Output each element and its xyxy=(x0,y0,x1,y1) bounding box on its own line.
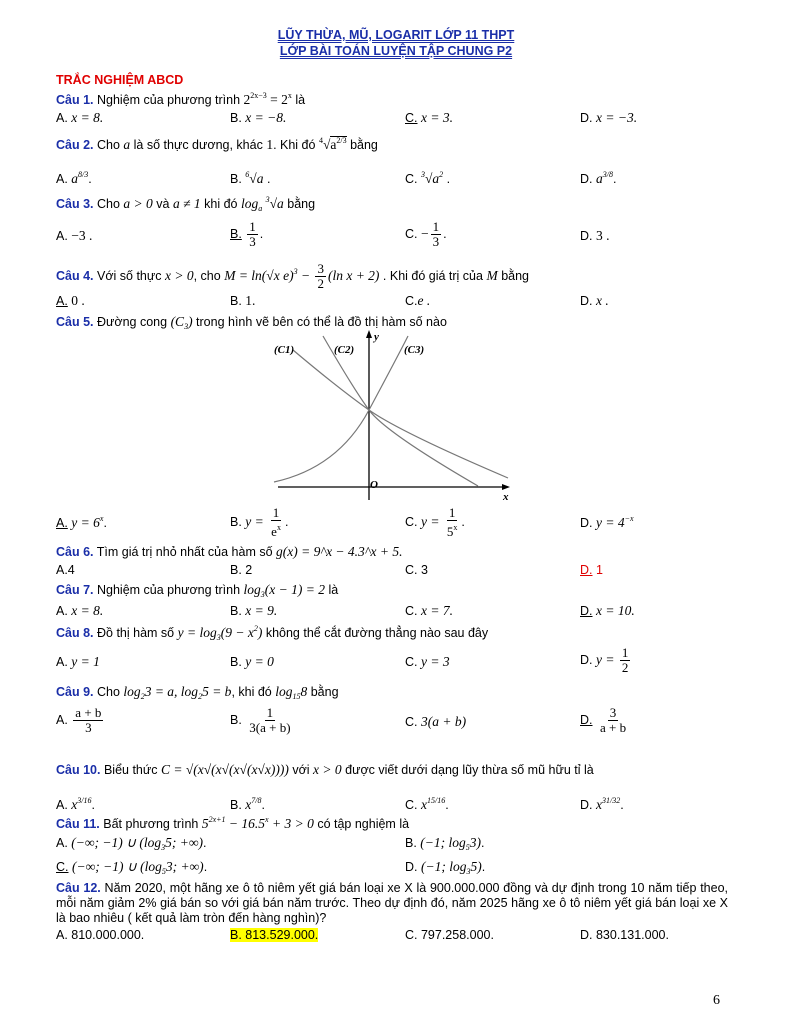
q11-option-a[interactable]: A. (−∞; −1) ∪ ($\log_35$; +∞). xyxy=(56,835,207,852)
label-c3: (C3) xyxy=(404,344,425,356)
q12-option-c[interactable]: C. 797.258.000. xyxy=(405,928,494,942)
question-2: Câu 2. Cho a là số thực dương, khác 1. Khi đó $^4√a^{2/3}$ bằng xyxy=(56,136,378,152)
exponential-graph xyxy=(268,328,516,503)
curve-c2 xyxy=(323,336,478,486)
question-1: Câu 1. Nghiệm của phương trình $2^{2x-3} = 2^x$ là xyxy=(56,91,306,107)
q9-option-c[interactable]: C. 3(a + b) xyxy=(405,714,467,729)
question-11: Câu 11. Bất phương trình $5^{2x+1} - 16.5^x + 3 > 0$ có tập nghiệm là xyxy=(56,815,410,831)
q5-option-c[interactable]: C. y = $\frac{1}{5^x}$ . xyxy=(405,505,465,539)
doc-title-line1: LŨY THỪA, MŨ, LOGARIT LỚP 11 THPT xyxy=(277,28,515,42)
q5-option-a[interactable]: A. $y = 6^x$. xyxy=(56,514,107,530)
q6-option-b[interactable]: B. 2 xyxy=(230,563,253,577)
curve-c1 xyxy=(293,350,508,478)
q4-option-a[interactable]: A. 0 . xyxy=(56,293,85,308)
question-4: Câu 4. Với số thực x > 0, cho M = ln(√x e)$^3$ − $\frac{3}{2}$ (ln x + 2) . Khi đó giá trị của M bằng xyxy=(56,261,529,291)
q12-option-d[interactable]: D. 830.131.000. xyxy=(580,928,669,942)
q8-option-a[interactable]: A. y = 1 xyxy=(56,654,100,669)
q1-option-d[interactable]: D. x = −3. xyxy=(580,110,638,125)
q10-option-b[interactable]: B. $x^{7/8}$. xyxy=(230,796,266,812)
q2-option-c[interactable]: C. $^3√a^2$ . xyxy=(405,170,451,186)
y-axis-arrow xyxy=(366,330,372,338)
q12-option-a[interactable]: A. 810.000.000. xyxy=(56,928,145,942)
question-12: Câu 12. Năm 2020, một hãng xe ô tô niêm yết giá bán loại xe X là 900.000.000 đồng và dự định trong 10 năm tiếp theo, mỗi năm giảm 2% giá bán so với giá bán năm trước. Theo dự định đó, năm 2025 hãng xe ô tô niêm yết giá bán loại xe X là bao nhiêu ( kết quả làm tròn đến hàng nghìn)? xyxy=(56,881,729,925)
curve-c3 xyxy=(274,336,408,482)
q1-option-a[interactable]: A. x = 8. xyxy=(56,110,104,125)
origin-label: O xyxy=(370,479,378,491)
x-axis-arrow xyxy=(502,484,510,490)
q11-option-b[interactable]: B. (−1; $\log_53$). xyxy=(405,835,485,852)
q11-option-c[interactable]: C. (−∞; −1) ∪ ($\log_53$; +∞). xyxy=(56,859,208,876)
q5-option-d[interactable]: D. $y = 4^{-x}$ xyxy=(580,514,634,530)
q8-option-c[interactable]: C. y = 3 xyxy=(405,654,450,669)
q10-option-c[interactable]: C. $x^{15/16}$. xyxy=(405,796,449,812)
q10-option-a[interactable]: A. $x^{3/16}$. xyxy=(56,796,96,812)
question-6: Câu 6. Tìm giá trị nhỏ nhất của hàm số g(x) = 9^x − 4.3^x + 5. xyxy=(56,544,403,559)
question-5: Câu 5. Đường cong $(C_3)$ trong hình vẽ bên có thể là đồ thị hàm số nào xyxy=(56,314,447,331)
q6-option-c[interactable]: C. 3 xyxy=(405,563,428,577)
label-c2: (C2) xyxy=(334,344,355,356)
question-10: Câu 10. Biểu thức C = √(x√(x√(x√(x√x)))) với x > 0 được viết dưới dạng lũy thừa số mũ hữu tỉ là xyxy=(56,762,594,777)
q10-option-d[interactable]: D. $x^{31/32}$. xyxy=(580,796,624,812)
q2-option-d[interactable]: D. $a^{3/8}$. xyxy=(580,170,617,186)
q3-option-b[interactable]: B. $\frac{1}{3}$ . xyxy=(230,219,264,249)
q4-option-c[interactable]: C.e . xyxy=(405,293,431,308)
page-number: 6 xyxy=(713,993,720,1008)
q2-option-b[interactable]: B. $^6$√a . xyxy=(230,170,271,186)
q1-option-c[interactable]: C. x = 3. xyxy=(405,110,453,125)
q12-option-b[interactable]: B. 813.529.000. xyxy=(230,928,319,942)
y-label: y xyxy=(374,331,379,343)
question-7: Câu 7. Nghiệm của phương trình $\log_3(x - 1) = 2$ là xyxy=(56,582,339,599)
q6-option-a[interactable]: A.4 xyxy=(56,563,75,577)
q8-option-d[interactable]: D. y = $\frac{1}{2}$ xyxy=(580,645,629,675)
q5-option-b[interactable]: B. y = $\frac{1}{e^x}$ . xyxy=(230,505,289,539)
q11-option-d[interactable]: D. (−1; $\log_35$). xyxy=(405,859,486,876)
q7-option-b[interactable]: B. x = 9. xyxy=(230,603,278,618)
q4-option-b[interactable]: B. 1. xyxy=(230,293,256,308)
q7-option-a[interactable]: A. x = 8. xyxy=(56,603,104,618)
label-c1: (C1) xyxy=(274,344,295,356)
x-label: x xyxy=(503,491,509,503)
q2-option-a[interactable]: A. $a^{8/3}$. xyxy=(56,170,92,186)
q6-option-d[interactable]: D. 1 xyxy=(580,563,603,577)
section-heading: TRẮC NGHIỆM ABCD xyxy=(56,73,184,87)
q9-option-a[interactable]: A. $\frac{a + b}{3}$ xyxy=(56,705,102,735)
q3-option-d[interactable]: D. 3 . xyxy=(580,228,610,243)
q9-option-d[interactable]: D. $\frac{3}{a + b}$ xyxy=(580,705,627,735)
q7-option-c[interactable]: C. x = 7. xyxy=(405,603,453,618)
q4-option-d[interactable]: D. x . xyxy=(580,293,609,308)
q7-option-d[interactable]: D. x = 10. xyxy=(580,603,635,618)
q9-option-b[interactable]: B. $\frac{1}{3(a + b)}$ xyxy=(230,705,291,735)
question-9: Câu 9. Cho $\log_23 = a$, $\log_25 = b$, khi đó $\log_{15}8$ bằng xyxy=(56,684,339,701)
q3-option-a[interactable]: A. −3 . xyxy=(56,228,93,243)
q8-option-b[interactable]: B. y = 0 xyxy=(230,654,274,669)
q1-option-b[interactable]: B. x = −8. xyxy=(230,110,287,125)
q3-option-c[interactable]: C. − $\frac{1}{3}$ . xyxy=(405,219,447,249)
question-8: Câu 8. Đồ thị hàm số $y = \log_3(9 - x^2)$ không thể cắt đường thẳng nào sau đây xyxy=(56,624,489,642)
doc-title-line2: LỚP BÀI TOÁN LUYỆN TẬP CHUNG P2 xyxy=(279,44,513,58)
question-3: Câu 3. Cho a > 0 và a ≠ 1 khi đó $\log_a ^3√a$ bằng xyxy=(56,195,316,213)
